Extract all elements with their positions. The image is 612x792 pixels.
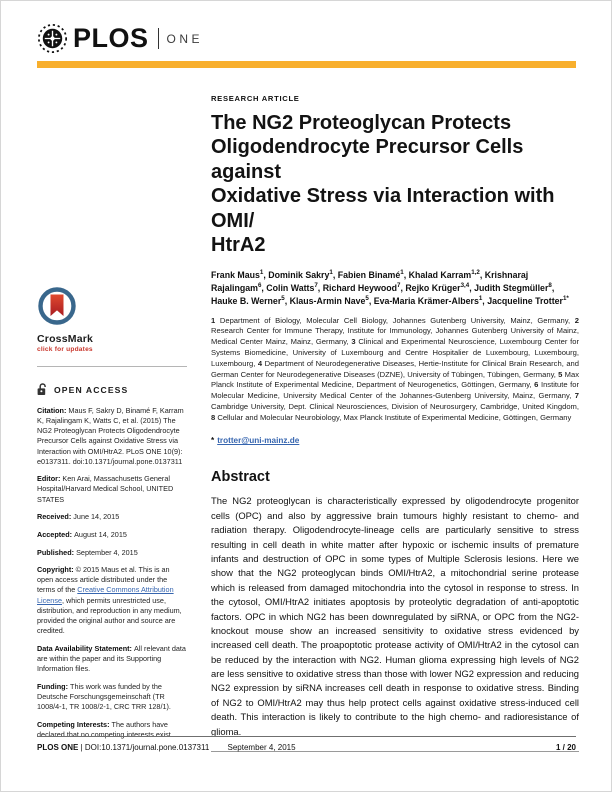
- sidebar-block: Accepted: August 14, 2015: [37, 529, 127, 539]
- plos-logo: [37, 21, 575, 55]
- article-main: [211, 94, 579, 752]
- footer-citation: [37, 743, 296, 752]
- abstract-text: The NG2 proteoglycan is characteristically expressed by oligodendrocyte progenitor cells (OPC) and also by aggressive brain tumours highly resistant to chemo- and radiation therapy. Oligodendrocyte-lineage cells are particularly sensitive to stress resulting in cell death in white matter after hypoxic or ischemic insults of premature infants and destruction of OPC in some types of Multiple Sclerosis lesions. Here we show that the NG2 proteoglycan binds OMI/HtrA2, a mitochondrial serine protease which is released from damaged mitochondria into the cytosol in response to stress. In the cytosol, OMI/HtrA2 initiates apoptosis by proteolytic degradation of anti-apoptotic factors. OPC in which NG2 has been downregulated by siRNA, or OPC from the NG2-knockout mouse show an increased sensitivity to oxidative stress evidenced by increased cell death. The proapoptotic protease activity of OMI/HtrA2 in the cytosol can be reduced by the interaction with NG2. Human glioma expressing high levels of NG2 are less sensitive to oxidative stress than those with lower NG2 expression and reducing NG2 expression by siRNA increases cell death in response to oxidative stress. Binding of NG2 to OMI/HtrA2 may thus help protect cells against oxidative stress-induced cell death. This interaction is likely to contribute to the high chemo- and radioresistance of glioma.: [211, 495, 579, 737]
- abstract-heading: Abstract: [211, 469, 270, 486]
- corresponding-author-line: [211, 436, 579, 445]
- page-number: 1 / 20: [555, 743, 576, 752]
- sidebar-block: Published: September 4, 2015: [37, 547, 138, 557]
- creative-commons-license-link[interactable]: Creative Commons Attribution License: [37, 585, 174, 605]
- crossmark-label: CrossMark: [37, 333, 94, 345]
- header-rule: [37, 61, 576, 68]
- article-type-label: RESEARCH ARTICLE: [211, 94, 300, 103]
- page-footer: [37, 743, 576, 752]
- open-access-text: OPEN ACCESS: [54, 384, 129, 395]
- plos-wordmark: PLOS: [73, 22, 149, 53]
- plos-globe-icon: [37, 23, 68, 54]
- crossmark-badge[interactable]: [37, 286, 187, 353]
- sidebar: [37, 286, 187, 747]
- one-wordmark: ONE: [166, 32, 204, 46]
- author-list: Frank Maus$^1$, Dominik Sakry$^1$, Fabien Binamé$^1$, Khalad Karram$^{1,2}$, Krishnaraj Rajalingam$^6$, Colin Watts$^7$, Richard Heywood$^7$, Rejko Krüger$^{3,4}$, Judith Stegmüller$^8$, Hauke B. Werner$^5$, Klaus-Armin Nave$^5$, Eva-Maria Krämer-Albers$^1$, Jacqueline Trotter$^{1*}$: [211, 269, 569, 306]
- sidebar-divider: [37, 366, 187, 367]
- open-lock-icon: [37, 383, 48, 396]
- sidebar-block: Competing Interests: The authors have declared that no competing interests exist.: [37, 719, 173, 739]
- sidebar-block: Received: June 14, 2015: [37, 512, 120, 522]
- affiliation-list: 1 Department of Biology, Molecular Cell Biology, Johannes Gutenberg University, Mainz, Germany, 2 Research Center for Immune Therapy, Institute for Immunology, Johannes Gutenberg University of Mainz, Medical Center Mainz, Mainz, Germany, 3 Clinical and Experimental Neuroscience, Luxembourg Center for Systems Biomedicine, University of Luxembourg and Centre Hospitalier de Luxembourg, Luxembourg, Luxembourg, 4 Department of Neurodegenerative Diseases, Hertie-Institute for Clinical Brain Research, and German Center for Neurodegenerative Diseases (DZNE), University of Tübingen, Tübingen, Germany, 5 Max Planck Institute of Experimental Medicine, Department of Neurogenetics, Göttingen, Germany, 6 Institute for Molecular Medicine, University Medical Center of the Johannes-Gutenberg University, Mainz, Germany, 7 Cambridge University, Dept. Clinical Neurosciences, Division of Neurosurgery, Cambridge, United Kingdom, 8 Cellular and Molecular Neurobiology, Max Planck Institute of Experimental Medicine, Göttingen, Germany: [211, 315, 580, 422]
- sidebar-block: Copyright: © 2015 Maus et al. This is an open access article distributed under the terms of the Creative Commons Attribution License, which permits unrestricted use, distribution, and reproduction in any medium, provided the original author and source are credited.: [37, 565, 182, 636]
- crossmark-icon: [37, 286, 77, 326]
- journal-header: [37, 21, 575, 55]
- sidebar-block: Data Availability Statement: All relevant data are within the paper and its Supporting Information files.: [37, 643, 186, 673]
- footer-date: September 4, 2015: [227, 743, 296, 752]
- sidebar-block: Citation: Maus F, Sakry D, Binamé F, Karram K, Rajalingam K, Watts C, et al. (2015) The NG2 Proteoglycan Protects Oligodendrocyte Precursor Cells against Oxidative Stress via Interaction with OMI/HtrA2. PLoS ONE 10(9): e0137311. doi:10.1371/journal.pone.0137311: [37, 406, 184, 466]
- logo-divider: [158, 28, 159, 49]
- corresponding-marker: *: [211, 436, 215, 446]
- sidebar-block: Funding: This work was funded by the Deutsche Forschungsgemeinschaft (TR 1008/4-1, TR 1008/2-1, CRC TRR 128/1).: [37, 681, 171, 711]
- open-access-label: [37, 383, 187, 396]
- article-title: The NG2 Proteoglycan Protects Oligodendrocyte Precursor Cells against Oxidative Stress via Interaction with OMI/ HtrA2: [211, 112, 555, 256]
- footer-journal-name: PLOS ONE: [37, 743, 79, 752]
- crossmark-subtitle: click for updates: [37, 346, 93, 353]
- author-email-link[interactable]: trotter@uni-mainz.de: [217, 436, 300, 446]
- footer-doi: | DOI:10.1371/journal.pone.0137311: [80, 743, 210, 752]
- abstract-section: [211, 469, 579, 739]
- footer-divider: [37, 736, 576, 737]
- sidebar-metadata: [37, 406, 187, 740]
- sidebar-block: Editor: Ken Arai, Massachusetts General Hospital/Harvard Medical School, UNITED STATES: [37, 474, 174, 504]
